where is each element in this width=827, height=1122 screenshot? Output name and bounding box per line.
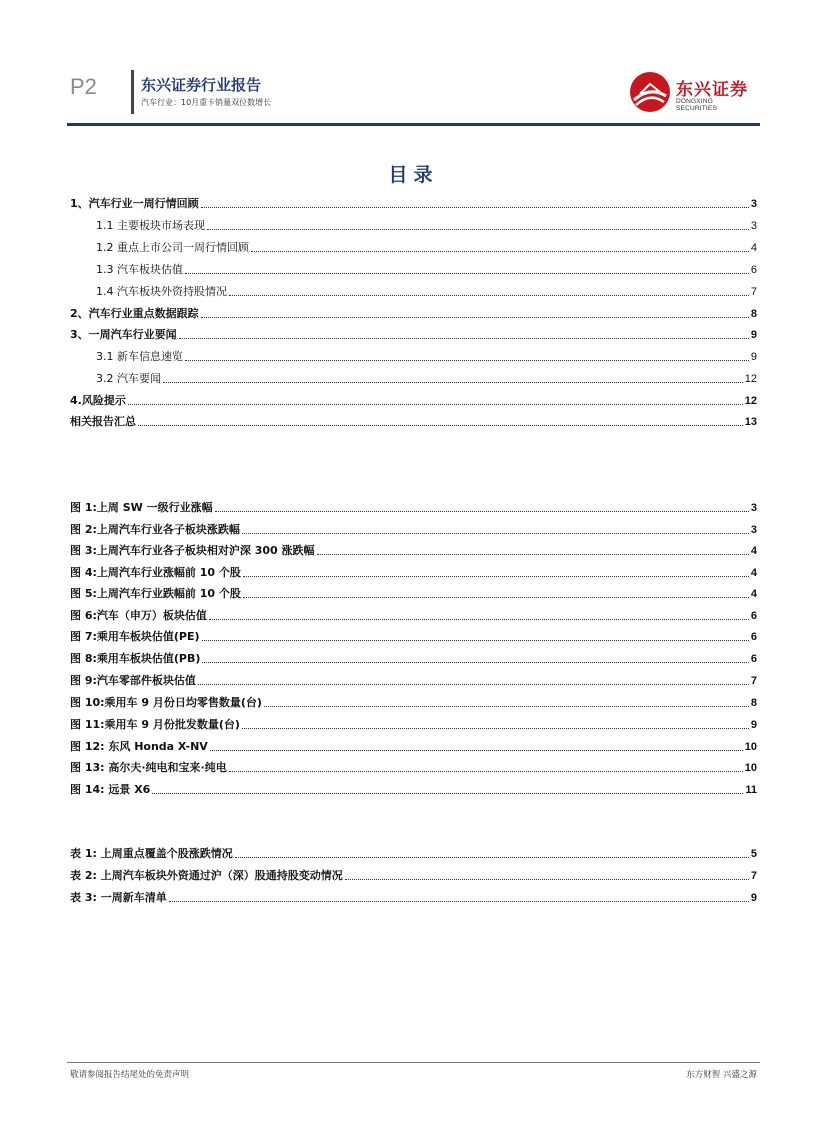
company-logo	[630, 72, 755, 112]
figure-entry-label: 图 11:乘用车 9 月份批发数量(台)	[70, 718, 240, 731]
figure-entry-label: 图 4:上周汽车行业涨幅前 10 个股	[70, 566, 241, 579]
header-rule	[67, 123, 760, 126]
toc-entry[interactable]	[96, 348, 757, 364]
figure-entry-label: 图 5:上周汽车行业跌幅前 10 个股	[70, 587, 241, 600]
figure-entry-page: 3	[750, 524, 757, 536]
leader-dots	[185, 273, 749, 274]
figure-entry-page: 6	[750, 631, 757, 643]
figure-entry[interactable]	[70, 716, 757, 732]
figure-entry-page: 11	[745, 784, 757, 796]
toc-entry[interactable]	[70, 413, 757, 429]
leader-dots	[243, 576, 749, 577]
leader-dots	[264, 706, 749, 707]
leader-dots	[202, 662, 748, 663]
leader-dots	[201, 317, 749, 318]
figure-entry-label: 图 6:汽车（申万）板块估值	[70, 609, 207, 622]
leader-dots	[169, 901, 749, 902]
figure-entry[interactable]	[70, 607, 757, 623]
table-entry[interactable]	[70, 889, 757, 905]
toc-entry[interactable]	[70, 326, 757, 342]
figure-entry-page: 9	[750, 719, 757, 731]
leader-dots	[229, 295, 749, 296]
leader-dots	[138, 425, 743, 426]
toc-entry-label: 3、一周汽车行业要闻	[70, 328, 177, 341]
leader-dots	[128, 404, 743, 405]
toc-entry-page: 9	[750, 329, 757, 341]
leader-dots	[210, 750, 743, 751]
figure-entry-label: 图 3:上周汽车行业各子板块相对沪深 300 涨跌幅	[70, 544, 315, 557]
table-entry-page: 5	[750, 848, 757, 860]
toc-heading: 目录	[388, 164, 439, 186]
figure-entry[interactable]	[70, 585, 757, 601]
logo-mark-icon	[630, 72, 670, 112]
figure-entry-page: 6	[750, 653, 757, 665]
toc-entry-page: 13	[744, 416, 757, 428]
toc-entry[interactable]	[96, 239, 757, 255]
logo-text-cn: 东兴证券	[676, 80, 748, 100]
footer-rule	[67, 1062, 760, 1063]
toc-entry-page: 8	[750, 308, 757, 320]
leader-dots	[198, 684, 749, 685]
toc-entry-page: 3	[750, 220, 757, 232]
toc-entry-label: 2、汽车行业重点数据跟踪	[70, 307, 199, 320]
figure-entry[interactable]	[70, 521, 757, 537]
table-entry[interactable]	[70, 867, 757, 883]
table-entry-label: 表 3: 一周新车清单	[70, 891, 167, 904]
figure-entry[interactable]	[70, 542, 757, 558]
figure-entry-page: 6	[750, 610, 757, 622]
figure-entry[interactable]	[70, 499, 757, 515]
leader-dots	[207, 229, 749, 230]
toc-entry-page: 3	[750, 198, 757, 210]
table-entry[interactable]	[70, 845, 757, 861]
toc-entry[interactable]	[70, 305, 757, 321]
figure-entry-page: 4	[750, 588, 757, 600]
figure-entry-page: 3	[750, 502, 757, 514]
figure-entry-label: 图 12: 东风 Honda X-NV	[70, 740, 208, 753]
figure-entry[interactable]	[70, 672, 757, 688]
figure-entry-label: 图 1:上周 SW 一级行业涨幅	[70, 501, 213, 514]
logo-text-en: DONGXING SECURITIES	[676, 98, 718, 112]
leader-dots	[209, 619, 749, 620]
leader-dots	[152, 793, 743, 794]
toc-entry[interactable]	[96, 261, 757, 277]
leader-dots	[202, 640, 749, 641]
leader-dots	[185, 360, 749, 361]
leader-dots	[215, 511, 749, 512]
toc-entry-page: 12	[744, 373, 757, 385]
figure-entry[interactable]	[70, 759, 757, 775]
report-title: 东兴证券行业报告	[141, 76, 262, 94]
leader-dots	[235, 857, 749, 858]
leader-dots	[345, 879, 749, 880]
footer-slogan: 东方财智 兴盛之源	[686, 1070, 757, 1080]
figure-entry-label: 图 7:乘用车板块估值(PE)	[70, 630, 200, 643]
toc-entry-page: 12	[744, 395, 757, 407]
leader-dots	[201, 207, 749, 208]
figure-entry-page: 4	[750, 545, 757, 557]
figure-entry-label: 图 2:上周汽车行业各子板块涨跌幅	[70, 523, 240, 536]
table-entry-label: 表 1: 上周重点覆盖个股涨跌情况	[70, 847, 233, 860]
figure-entry-label: 图 9:汽车零部件板块估值	[70, 674, 196, 687]
figure-entry[interactable]	[70, 628, 757, 644]
toc-entry[interactable]	[96, 370, 757, 386]
toc-entry-page: 4	[750, 242, 757, 254]
leader-dots	[243, 597, 749, 598]
leader-dots	[242, 728, 749, 729]
figure-entry[interactable]	[70, 738, 757, 754]
leader-dots	[317, 554, 749, 555]
figure-entry-page: 10	[744, 741, 757, 753]
toc-entry[interactable]	[96, 217, 757, 233]
figure-entry[interactable]	[70, 781, 757, 797]
toc-entry-page: 9	[750, 351, 757, 363]
toc-entry-label: 1.2 重点上市公司一周行情回顾	[96, 241, 249, 254]
figure-entry-page: 8	[750, 697, 757, 709]
toc-entry-label: 1.1 主要板块市场表现	[96, 219, 205, 232]
figure-entry-label: 图 13: 高尔夫·纯电和宝来·纯电	[70, 761, 227, 774]
table-entry-page: 9	[750, 892, 757, 904]
toc-entry-label: 相关报告汇总	[70, 415, 136, 428]
leader-dots	[179, 338, 749, 339]
leader-dots	[251, 251, 749, 252]
page-number: P2	[70, 74, 97, 99]
header-divider	[131, 70, 134, 114]
figure-entry-page: 4	[750, 567, 757, 579]
toc-entry[interactable]	[70, 195, 757, 211]
table-entry-page: 7	[750, 870, 757, 882]
report-subtitle: 汽车行业：10月重卡销量双位数增长	[141, 98, 272, 107]
figure-entry-label: 图 8:乘用车板块估值(PB)	[70, 652, 201, 665]
toc-entry-label: 1、汽车行业一周行情回顾	[70, 197, 199, 210]
leader-dots	[229, 771, 743, 772]
toc-entry-label: 1.4 汽车板块外资持股情况	[96, 285, 227, 298]
toc-entry-label: 4.风险提示	[70, 394, 126, 407]
figure-entry-label: 图 14: 远景 X6	[70, 783, 151, 796]
toc-entry-label: 3.1 新车信息速览	[96, 350, 183, 363]
figure-entry-label: 图 10:乘用车 9 月份日均零售数量(台)	[70, 696, 262, 709]
figure-entry-page: 10	[744, 762, 757, 774]
toc-entry-label: 3.2 汽车要闻	[96, 372, 161, 385]
leader-dots	[163, 382, 743, 383]
toc-entry[interactable]	[96, 283, 757, 299]
figure-entry-page: 7	[750, 675, 757, 687]
toc-entry-page: 6	[750, 264, 757, 276]
table-entry-label: 表 2: 上周汽车板块外资通过沪（深）股通持股变动情况	[70, 869, 343, 882]
figure-entry[interactable]	[70, 564, 757, 580]
toc-entry-page: 7	[750, 286, 757, 298]
footer-disclaimer: 敬请参阅报告结尾处的免责声明	[70, 1070, 190, 1080]
leader-dots	[242, 533, 749, 534]
toc-entry-label: 1.3 汽车板块估值	[96, 263, 183, 276]
figure-entry[interactable]	[70, 650, 757, 666]
toc-entry[interactable]	[70, 392, 757, 408]
figure-entry[interactable]	[70, 694, 757, 710]
